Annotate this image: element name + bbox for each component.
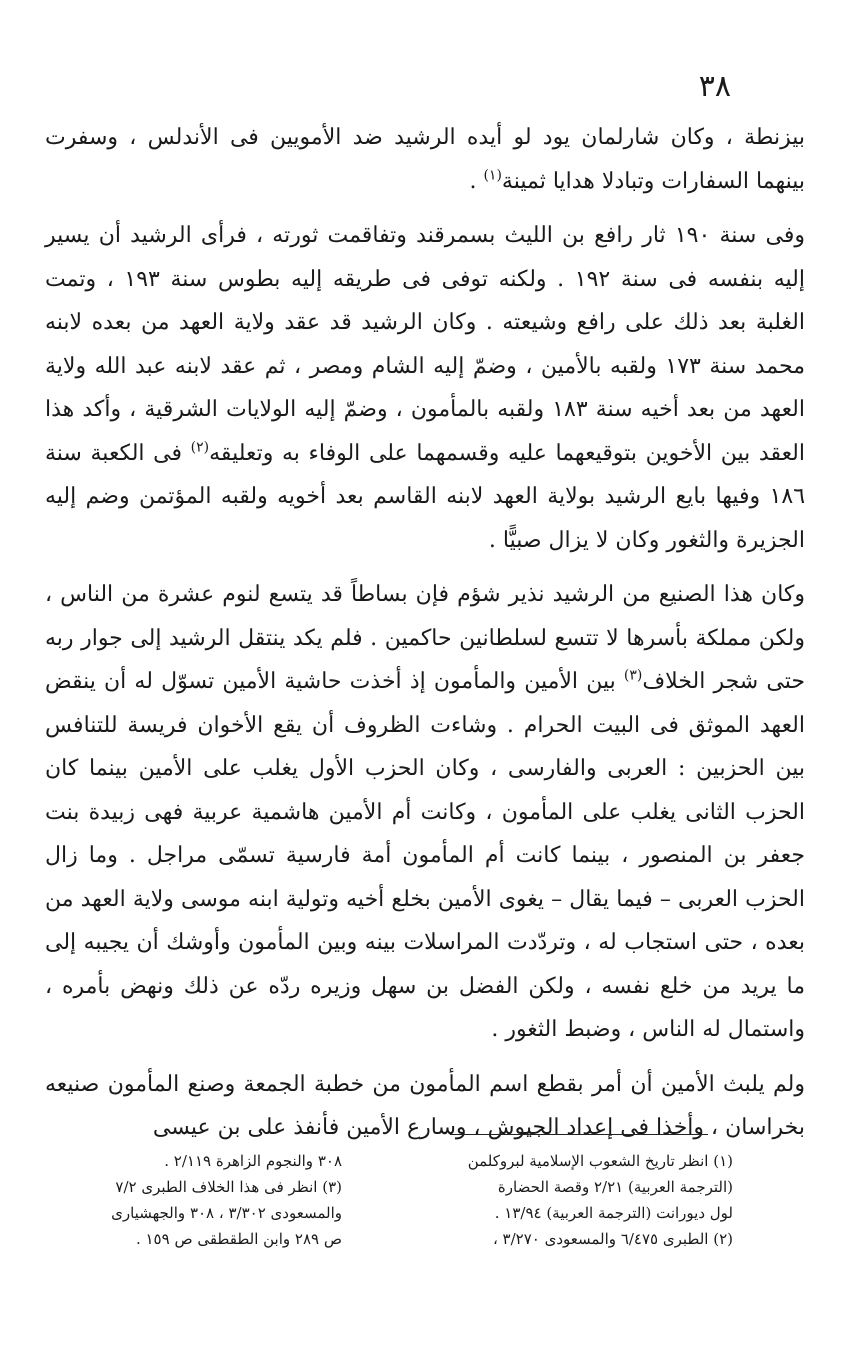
- paragraph-1-line-2: بينهما السفارات وتبادلا هدايا ثمينة: [501, 168, 805, 194]
- footnotes-left-column: [40, 1148, 342, 1252]
- footnote-ref-2: (٢): [190, 439, 210, 456]
- paragraph-3-text: وكان هذا الصنيع من الرشيد نذير شؤم فإن بساطاً قد يتسع لنوم عشرة من الناس ، ولكن مملكة بأسرها لا تتسع لسلطانين حاكمين . فلم يكد ينتقل الرشيد إلى جوار ربه حتى شجر الخلاف: [45, 582, 805, 694]
- footnote-ref-1: (١): [483, 167, 502, 184]
- footnote-line: ص ٢٨٩ وابن الطقطقى ص ١٥٩ .: [135, 1230, 342, 1248]
- paragraph-4-text: ولم يلبث الأمين أن أمر بقطع اسم المأمون من خطبة الجمعة وصنع المأمون صنيعه بخراسان ، وأخذا فى إعداد الجيوش ، وسارع الأمين فأنفذ على بن عيسى: [45, 1071, 805, 1140]
- paragraph-2-text: وفى سنة ١٩٠ ثار رافع بن الليث بسمرقند وتفاقمت ثورته ، فرأى الرشيد أن يسير إليه بنفسه فى سنة ١٩٢ . ولكنه توفى فى طريقه إليه بطوس سنة ١٩٣ ، وتمت الغلبة بعد ذلك على رافع وشيعته . وكان الرشيد قد عقد ولاية العهد من بعده لابنه محمد سنة ١٧٣ ولقبه بالأمين ، وضمّ إليه الشام ومصر ، ثم عقد لابنه عبد الله ولاية العهد من بعد أخيه سنة ١٨٣ ولقبه بالمأمون ، وضمّ إليه الولايات الشرقية ، وأكد هذا العقد بين الأخوين بتوقيعهما عليه وقسمهما على الوفاء به وتعليقه: [45, 223, 806, 466]
- footnote-line: والمسعودى ٣/٣٠٢ ، ٣٠٨ والجهشيارى: [111, 1204, 342, 1222]
- paragraph-1-line-1: بيزنطة ، وكان شارلمان يود لو أيده الرشيد ضد الأمويين فى الأندلس ، وسفرت: [45, 125, 805, 150]
- page-number: ٣٨: [698, 69, 731, 104]
- footnote-line: (٣) انظر فى هذا الخلاف الطبرى ٧/٢: [115, 1178, 342, 1196]
- footnotes-right-column: [413, 1148, 733, 1252]
- footnote-line: لول ديورانت (الترجمة العربية) ١٣/٩٤ .: [494, 1204, 733, 1222]
- paragraph-2: [45, 214, 805, 562]
- paragraph-4: [45, 1063, 805, 1150]
- paragraph-1: [45, 116, 805, 203]
- footnote-line: (الترجمة العربية) ٢/٢١ وقصة الحضارة: [497, 1178, 733, 1196]
- footnote-line: (١) انظر تاريخ الشعوب الإسلامية لبروكلمن: [467, 1152, 733, 1170]
- footnote-line: ٣٠٨ والنجوم الزاهرة ٢/١١٩ .: [164, 1152, 342, 1170]
- paragraph-3-tail: بين الأمين والمأمون إذ أخذت حاشية الأمين تسوّل له أن ينقض العهد الموثق فى البيت الحرام . وشاءت الظروف أن يقع الأخوان فريسة للتنافس بين الحزبين : العربى والفارسى ، وكان الحزب الأول يغلب على الأمين بينما كان الحزب الثانى يغلب على المأمون ، وكانت أم الأمين هاشمية عربية فهى زبيدة بنت جعفر بن المنصور ، بينما كانت أم المأمون أمة فارسية تسمّى مراجل . وما زال الحزب العربى – فيما يقال – يغوى الأمين بخلع أخيه وتولية ابنه موسى ولاية العهد من بعده ، حتى استجاب له ، وتردّدت المراسلات بينه وبين المأمون وأوشك أن يجيبه إلى ما يريد من خلع نفسه ، ولكن الفضل بن سهل وزيره ردّه عن ذلك ونهض بأمره ، واستمال له الناس ، وضبط الثغور .: [45, 669, 806, 1042]
- paragraph-1-tail: .: [469, 168, 484, 194]
- main-text: [45, 116, 805, 1150]
- footnote-ref-3: (٣): [623, 667, 643, 684]
- paragraph-3: [45, 573, 805, 1052]
- paragraph-2-tail: فى الكعبة سنة ١٨٦ وفيها بايع الرشيد بولاية العهد لابنه القاسم بعد أخويه ولقبه المؤتمن وضم إليه الجزيرة والثغور وكان لا يزال صبيًّا .: [45, 440, 806, 553]
- footnote-divider: [450, 1134, 708, 1135]
- footnote-line: (٢) الطبرى ٦/٤٧٥ والمسعودى ٣/٢٧٠ ،: [492, 1230, 733, 1248]
